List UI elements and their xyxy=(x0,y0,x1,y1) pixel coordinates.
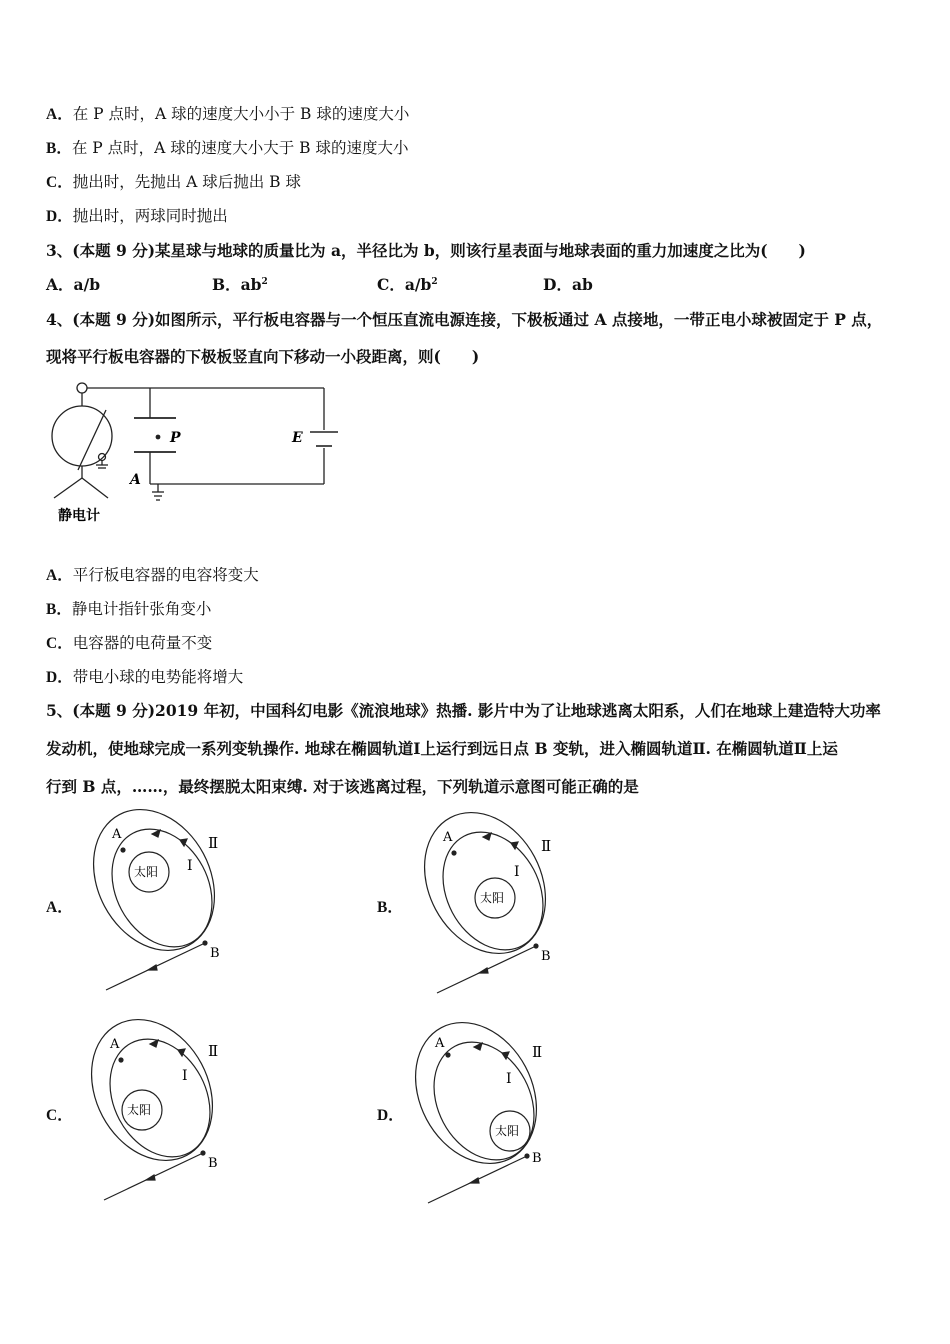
label-a: A xyxy=(112,827,122,842)
point-b xyxy=(202,940,207,945)
question-number: 5、 xyxy=(46,701,73,720)
question-text: (本题 9 分)如图所示，平行板电容器与一个恒压直流电源连接，下极板通过 A 点接地，一带正电小球被固定于 P 点， xyxy=(72,310,883,329)
option-label: B． xyxy=(212,275,241,294)
label-b: B xyxy=(210,946,220,961)
q2-option-c[interactable] xyxy=(46,170,301,192)
label-sun: 太阳 xyxy=(134,865,159,879)
label-sun: 太阳 xyxy=(495,1124,520,1138)
point-b xyxy=(533,943,538,948)
q4-option-d[interactable] xyxy=(46,665,243,687)
option-text: 抛出时，两球同时抛出 xyxy=(72,207,228,225)
label-orbit-2: Ⅱ xyxy=(541,837,552,855)
q4-option-c[interactable] xyxy=(46,631,212,653)
option-text: 电容器的电荷量不变 xyxy=(72,634,213,652)
capacitor-circuit-figure xyxy=(46,380,346,530)
orbit-2 xyxy=(70,788,238,971)
option-label: A． xyxy=(46,106,73,123)
q5-stem-line3: 行到 B 点，……，最终摆脱太阳束缚. 对于该逃离过程，下列轨道示意图可能正确的是 xyxy=(46,777,639,796)
label-orbit-1: Ⅰ xyxy=(187,858,193,874)
option-text: a/b xyxy=(73,275,101,294)
label-a: A xyxy=(435,1036,445,1051)
option-text: 抛出时，先抛出 A 球后抛出 B 球 xyxy=(72,173,301,191)
q5-option-a-label[interactable]: A． xyxy=(46,899,73,916)
option-label: C． xyxy=(46,635,73,652)
option-text: 在 P 点时，A 球的速度大小大于 B 球的速度大小 xyxy=(71,139,409,157)
point-a xyxy=(451,850,456,855)
q4-option-b[interactable] xyxy=(46,597,211,619)
q3-option-d[interactable] xyxy=(543,273,593,295)
point-b xyxy=(200,1150,205,1155)
label-b: B xyxy=(208,1156,218,1171)
charged-ball xyxy=(156,435,161,440)
option-label: D． xyxy=(46,208,73,225)
orbit-2 xyxy=(68,998,236,1181)
q5-option-c-label[interactable]: C． xyxy=(46,1107,73,1124)
label-b: B xyxy=(541,949,551,964)
q4-stem-line2: 现将平行板电容器的下极板竖直向下移动一小段距离，则( ) xyxy=(46,347,480,366)
option-label: C． xyxy=(377,275,405,294)
q2-option-a[interactable] xyxy=(46,102,409,124)
option-superscript: 2 xyxy=(261,276,268,287)
label-a: A xyxy=(443,830,453,845)
question-text: (本题 9 分)2019 年初，中国科幻电影《流浪地球》热播. 影片中为了让地球逃离太阳系，人们在地球上建造特大功率 xyxy=(72,701,881,720)
q3-option-a[interactable] xyxy=(46,273,100,295)
orbit-figure-a xyxy=(92,812,242,997)
q5-stem-line1 xyxy=(46,699,881,721)
option-superscript: 2 xyxy=(431,276,438,287)
point-b xyxy=(524,1153,529,1158)
q2-option-b[interactable] xyxy=(46,136,409,158)
q2-option-d[interactable] xyxy=(46,204,228,226)
e-label: E xyxy=(292,430,303,446)
question-text: (本题 9 分)某星球与地球的质量比为 a，半径比为 b，则该行星表面与地球表面的重力加速度之比为( ) xyxy=(72,241,806,260)
point-a xyxy=(118,1057,123,1062)
q3-option-b[interactable] xyxy=(212,273,268,295)
option-label: B． xyxy=(46,140,72,157)
orbit-figure-c xyxy=(90,1022,240,1207)
p-label: P xyxy=(170,430,181,446)
label-orbit-1: Ⅰ xyxy=(506,1071,512,1087)
option-label: B． xyxy=(46,601,72,618)
point-a xyxy=(445,1052,450,1057)
question-number: 4、 xyxy=(46,310,73,329)
orbit-2 xyxy=(401,791,569,974)
option-label: C． xyxy=(46,174,73,191)
option-label: D． xyxy=(46,669,73,686)
orbit-figure-b xyxy=(423,815,573,1000)
option-label: D． xyxy=(543,275,572,294)
question-number: 3、 xyxy=(46,241,73,260)
option-text: ab xyxy=(240,275,262,294)
q3-stem xyxy=(46,239,806,261)
q4-option-a[interactable] xyxy=(46,563,259,585)
orbit-figure-d xyxy=(414,1025,564,1210)
option-label: A． xyxy=(46,567,73,584)
label-a: A xyxy=(110,1037,120,1052)
q3-option-c[interactable] xyxy=(377,273,438,295)
label-orbit-2: Ⅱ xyxy=(208,1042,219,1060)
label-orbit-2: Ⅱ xyxy=(532,1043,543,1061)
option-text: a/b xyxy=(404,275,432,294)
electroscope-label: 静电计 xyxy=(58,508,100,524)
q4-stem-line1 xyxy=(46,308,882,330)
label-sun: 太阳 xyxy=(127,1103,152,1117)
label-b: B xyxy=(532,1151,542,1166)
option-text: 静电计指针张角变小 xyxy=(71,600,212,618)
a-label: A xyxy=(130,472,141,488)
label-orbit-1: Ⅰ xyxy=(182,1068,188,1084)
label-orbit-2: Ⅱ xyxy=(208,834,219,852)
point-a xyxy=(120,847,125,852)
q5-option-d-label[interactable]: D． xyxy=(377,1107,404,1124)
option-text: 带电小球的电势能将增大 xyxy=(72,668,244,686)
electroscope-top-terminal xyxy=(77,383,87,393)
option-label: A． xyxy=(46,275,74,294)
option-text: 平行板电容器的电容将变大 xyxy=(72,566,259,584)
q5-option-b-label[interactable]: B． xyxy=(377,899,403,916)
option-text: ab xyxy=(571,275,593,294)
label-orbit-1: Ⅰ xyxy=(514,864,520,880)
label-sun: 太阳 xyxy=(480,891,505,905)
q5-stem-line2: 发动机，使地球完成一系列变轨操作. 地球在椭圆轨道Ⅰ上运行到远日点 B 变轨，进入椭圆轨道Ⅱ. 在椭圆轨道Ⅱ上运 xyxy=(46,739,838,758)
option-text: 在 P 点时，A 球的速度大小小于 B 球的速度大小 xyxy=(72,105,410,123)
